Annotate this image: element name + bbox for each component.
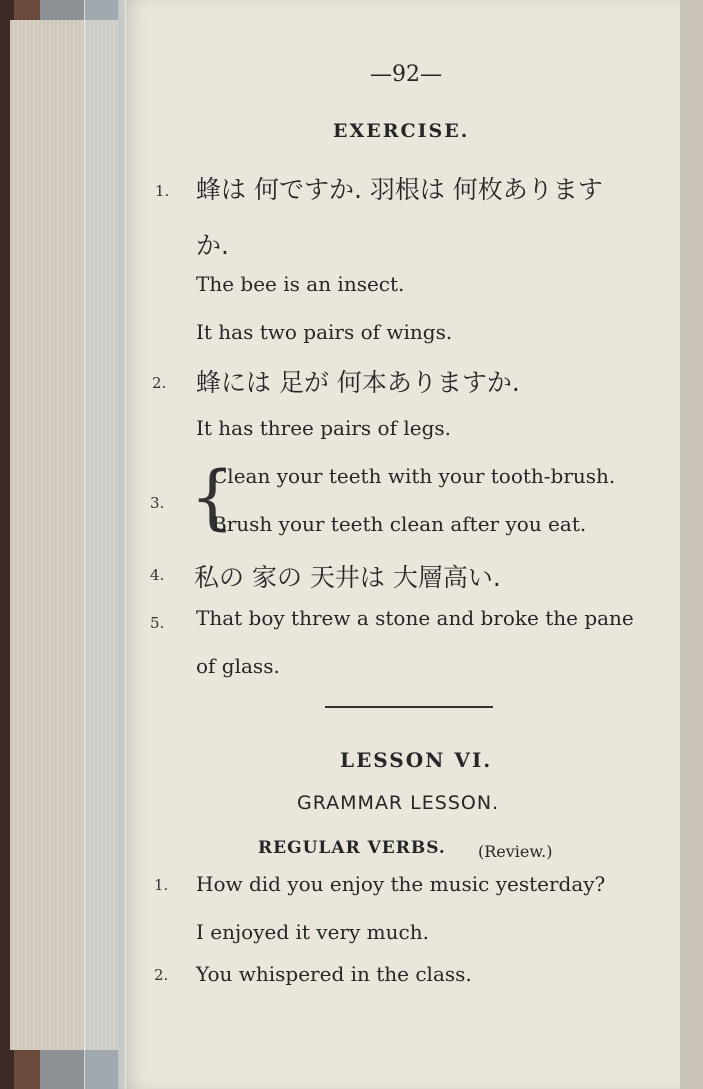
exercise-1-japanese-a: 蜂は 何ですか. 羽根は 何枚あります bbox=[196, 175, 603, 204]
lesson-item-2-line-1: You whispered in the class. bbox=[196, 962, 472, 986]
section-divider bbox=[325, 706, 493, 708]
page-number: —92— bbox=[370, 62, 442, 87]
lesson-item-2-number: 2. bbox=[154, 966, 169, 984]
exercise-3-line-2: Brush your teeth clean after you eat. bbox=[212, 512, 587, 536]
lesson-item-1-line-2: I enjoyed it very much. bbox=[196, 920, 429, 944]
exercise-1-line-2: The bee is an insect. bbox=[196, 272, 405, 296]
exercise-2-line-2: It has three pairs of legs. bbox=[196, 416, 451, 440]
lesson-title: LESSON VI. bbox=[340, 748, 493, 772]
exercise-3-line-1: Clean your teeth with your tooth-brush. bbox=[212, 464, 616, 488]
lesson-item-1-number: 1. bbox=[154, 876, 169, 894]
exercise-5-line-1: That boy threw a stone and broke the pane bbox=[196, 606, 634, 630]
exercise-4-japanese: 私の 家の 天井は 大層高い. bbox=[194, 563, 501, 592]
brace-icon: { bbox=[190, 456, 235, 538]
exercise-1-number: 1. bbox=[155, 182, 170, 200]
exercise-2-number: 2. bbox=[152, 374, 167, 392]
exercise-5-line-2: of glass. bbox=[196, 654, 280, 678]
section-heading: REGULAR VERBS. bbox=[258, 838, 446, 858]
glass-edge bbox=[84, 0, 126, 1089]
opposite-page-edge bbox=[680, 0, 703, 1089]
lesson-subtitle: GRAMMAR LESSON. bbox=[297, 792, 500, 814]
exercise-3-number: 3. bbox=[150, 494, 165, 512]
exercise-1-japanese-b: か. bbox=[196, 231, 229, 260]
exercise-2-japanese: 蜂には 足が 何本ありますか. bbox=[196, 368, 520, 397]
exercise-5-number: 5. bbox=[150, 614, 165, 632]
exercise-heading: EXERCISE. bbox=[333, 120, 470, 142]
lesson-item-1-line-1: How did you enjoy the music yesterday? bbox=[196, 872, 606, 896]
exercise-1-line-3: It has two pairs of wings. bbox=[196, 320, 453, 344]
exercise-4-number: 4. bbox=[150, 566, 165, 584]
section-note: (Review.) bbox=[478, 842, 553, 861]
